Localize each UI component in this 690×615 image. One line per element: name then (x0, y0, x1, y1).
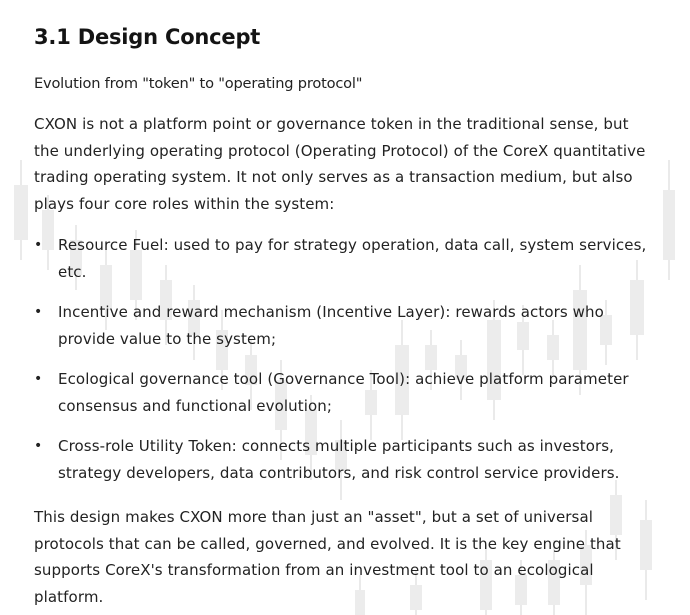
bullet-icon: • (34, 236, 43, 253)
list-item-text: Cross-role Utility Token: connects multiple participants such as investors, strategy developers, data contributors, and risk control service providers. (58, 436, 620, 482)
candle-body (14, 185, 28, 240)
list-item (34, 433, 656, 487)
list-item-text: Resource Fuel: used to pay for strategy operation, data call, system services, etc. (58, 235, 647, 281)
bullet-icon: • (34, 303, 43, 320)
conclusion-paragraph: This design makes CXON more than just an "asset", but a set of universal protocols that can be called, governed, and evolved. It is the key engine that supports CoreX's transformation from an investment tool to an ecological platform. (34, 507, 621, 606)
section-title: 3.1 Design Concept (34, 25, 261, 49)
list-item-text: Ecological governance tool (Governance Tool): achieve platform parameter consensus and functional evolution; (58, 369, 629, 415)
bullet-icon: • (34, 437, 43, 454)
list-item (34, 299, 656, 353)
list-item-text: Incentive and reward mechanism (Incentive Layer): rewards actors who provide value to the system; (58, 302, 604, 348)
bullet-icon: • (34, 370, 43, 387)
document-section (34, 22, 656, 611)
intro-paragraph: CXON is not a platform point or governance token in the traditional sense, but the underlying operating protocol (Operating Protocol) of the CoreX quantitative trading operating system. It not only serves as a transaction medium, but also plays four core roles within the system: (34, 115, 646, 214)
section-subtitle: Evolution from "token" to "operating protocol" (34, 75, 363, 92)
core-roles-list (34, 232, 656, 487)
list-item (34, 232, 656, 286)
candle-body (663, 190, 675, 260)
list-item (34, 366, 656, 420)
